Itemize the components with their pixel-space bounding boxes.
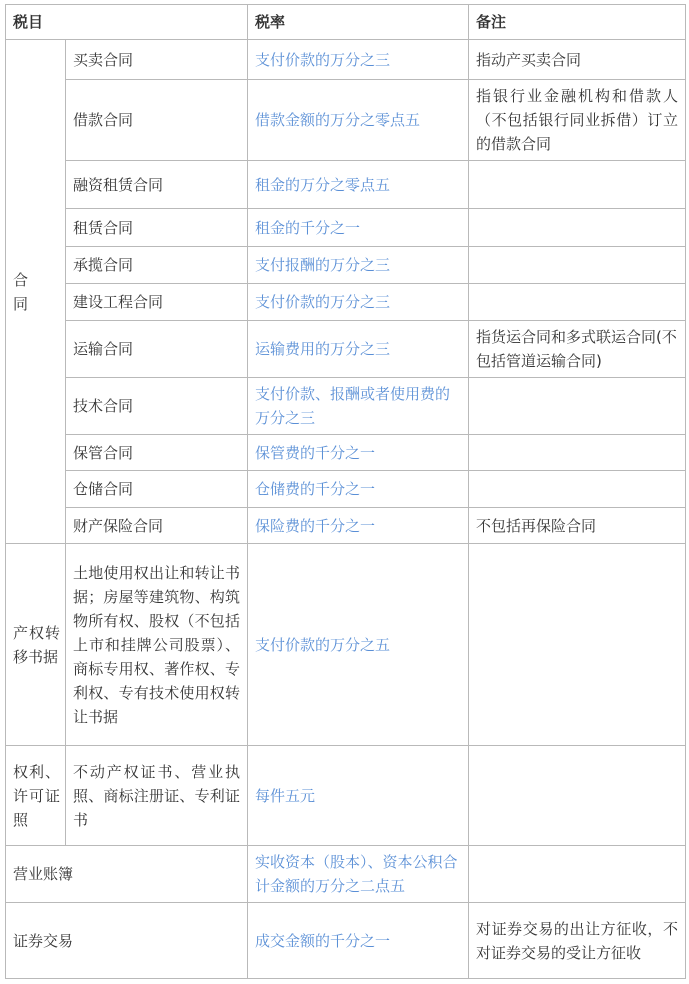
- item-rate: 租金的千分之一: [248, 209, 469, 247]
- item-note: [469, 378, 686, 435]
- item-rate: 成交金额的千分之一: [248, 903, 469, 979]
- item-note: [469, 435, 686, 471]
- item-rate: 支付价款的万分之五: [248, 544, 469, 746]
- item-note: 对证券交易的出让方征收，不对证券交易的受让方征收: [469, 903, 686, 979]
- table-row: [6, 508, 686, 544]
- item-rate: 借款金额的万分之零点五: [248, 80, 469, 161]
- item-note: [469, 471, 686, 508]
- header-rate: 税率: [248, 5, 469, 40]
- item-note: [469, 746, 686, 846]
- item-rate: 租金的万分之零点五: [248, 161, 469, 209]
- item-note: [469, 284, 686, 321]
- table-row: [6, 209, 686, 247]
- item-name: 建设工程合同: [66, 284, 248, 321]
- table-row: [6, 903, 686, 979]
- item-name: 租赁合同: [66, 209, 248, 247]
- item-note: [469, 544, 686, 746]
- item-name: 证券交易: [6, 903, 248, 979]
- item-rate: 保管费的千分之一: [248, 435, 469, 471]
- header-note: 备注: [469, 5, 686, 40]
- item-note: [469, 247, 686, 284]
- item-rate: 仓储费的千分之一: [248, 471, 469, 508]
- item-rate: 支付价款的万分之三: [248, 284, 469, 321]
- item-name: 技术合同: [66, 378, 248, 435]
- item-rate: 运输费用的万分之三: [248, 321, 469, 378]
- item-rate: 保险费的千分之一: [248, 508, 469, 544]
- item-note: [469, 161, 686, 209]
- category-property-transfer: 产权转移书据: [6, 544, 66, 746]
- item-note: 指货运合同和多式联运合同(不包括管道运输合同): [469, 321, 686, 378]
- item-name: 营业账簿: [6, 846, 248, 903]
- item-name: 承揽合同: [66, 247, 248, 284]
- item-note: 指银行业金融机构和借款人（不包括银行同业拆借）订立的借款合同: [469, 80, 686, 161]
- table-row: [6, 378, 686, 435]
- header-item: 税目: [6, 5, 248, 40]
- table-row: [6, 161, 686, 209]
- item-rate: 实收资本（股本）、资本公积合计金额的万分之二点五: [248, 846, 469, 903]
- category-contract: 合同: [6, 40, 66, 544]
- item-note: 指动产买卖合同: [469, 40, 686, 80]
- item-rate: 支付价款的万分之三: [248, 40, 469, 80]
- item-name: 运输合同: [66, 321, 248, 378]
- table-row: [6, 80, 686, 161]
- item-rate: 支付价款、报酬或者使用费的万分之三: [248, 378, 469, 435]
- table-row: [6, 544, 686, 746]
- table-row: [6, 746, 686, 846]
- item-note: 不包括再保险合同: [469, 508, 686, 544]
- table-header-row: [6, 5, 686, 40]
- table-row: [6, 435, 686, 471]
- tax-rate-table: [5, 4, 686, 979]
- item-note: [469, 846, 686, 903]
- table-row: [6, 321, 686, 378]
- table-row: [6, 471, 686, 508]
- item-name: 财产保险合同: [66, 508, 248, 544]
- item-rate: 支付报酬的万分之三: [248, 247, 469, 284]
- item-name: 借款合同: [66, 80, 248, 161]
- item-name: 不动产权证书、营业执照、商标注册证、专利证书: [66, 746, 248, 846]
- item-name: 保管合同: [66, 435, 248, 471]
- table-row: [6, 40, 686, 80]
- category-license: 权利、许可证照: [6, 746, 66, 846]
- table-row: [6, 284, 686, 321]
- item-rate: 每件五元: [248, 746, 469, 846]
- item-note: [469, 209, 686, 247]
- table-row: [6, 247, 686, 284]
- item-name: 土地使用权出让和转让书据；房屋等建筑物、构筑物所有权、股权（不包括上市和挂牌公司股票）、商标专用权、著作权、专利权、专有技术使用权转让书据: [66, 544, 248, 746]
- item-name: 买卖合同: [66, 40, 248, 80]
- item-name: 融资租赁合同: [66, 161, 248, 209]
- table-row: [6, 846, 686, 903]
- item-name: 仓储合同: [66, 471, 248, 508]
